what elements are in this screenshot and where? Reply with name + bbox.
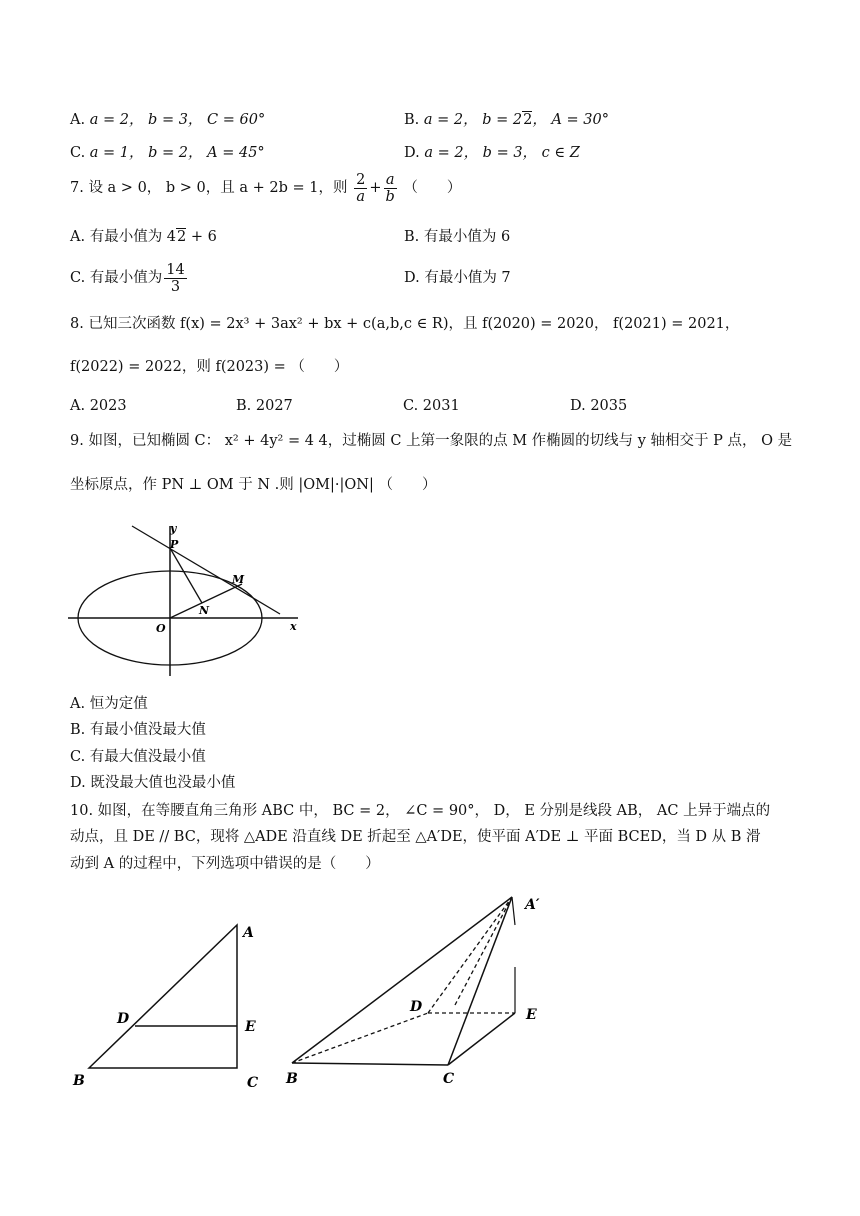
fig1-label-c: C <box>247 1075 259 1091</box>
q9-stem-line2: 坐标原点，作 PN ⊥ OM 于 N .则 |OM|·|ON| （ ） <box>70 477 437 493</box>
fig2-label-d: D <box>410 999 423 1015</box>
fig1-label-e: E <box>245 1019 256 1035</box>
q6-option-d: D. a = 2， b = 3， c ∈ Z <box>404 145 580 161</box>
fig1-label-b: B <box>73 1073 85 1089</box>
fig1-label-d: D <box>117 1011 130 1027</box>
q9-option-b: B. 有最小值没最大值 <box>70 722 206 738</box>
q6-option-a: A. a = 2， b = 3， C = 60° <box>70 112 266 128</box>
q9-ellipse-figure <box>60 518 320 683</box>
triangle-abc <box>89 925 237 1068</box>
q10-triangle-figure <box>65 915 275 1095</box>
fig2-label-c: C <box>443 1071 455 1087</box>
q9-stem-line1: 9. 如图，已知椭圆 C： x² + 4y² = 4 4，过椭圆 C 上第一象限的点 M 作椭圆的切线与 y 轴相交于 P 点， O 是 <box>70 433 793 449</box>
q8-stem-line2: f(2022) = 2022，则 f(2023) = （ ） <box>70 359 349 375</box>
segment-pn <box>170 548 202 603</box>
q7-option-a: A. 有最小值为 42 + 6 <box>70 229 217 245</box>
label-x: x <box>290 620 297 633</box>
q10-folded-figure <box>280 885 560 1090</box>
q10-stem-line2: 动点，且 DE // BC，现将 △ADE 沿直线 DE 折起至 △A′DE，使平面 A′DE ⊥ 平面 BCED，当 D 从 B 滑 <box>70 829 761 845</box>
fig2-label-e: E <box>526 1007 537 1023</box>
label-y: y <box>170 522 177 535</box>
label-p: P <box>170 538 179 551</box>
fig1-label-a: A <box>243 925 254 941</box>
label-n: N <box>199 604 210 617</box>
q9-option-a: A. 恒为定值 <box>70 696 148 712</box>
q8-stem-line1: 8. 已知三次函数 f(x) = 2x³ + 3ax² + bx + c(a,b,c ∈ R)，且 f(2020) = 2020， f(2021) = 2021， <box>70 316 740 332</box>
label-o: O <box>156 622 166 635</box>
fig2-label-b: B <box>286 1071 298 1087</box>
q9-option-d: D. 既没最大值也没最小值 <box>70 775 236 791</box>
q8-option-a: A. 2023 <box>70 398 127 414</box>
q6-option-b: B. a = 2， b = 22， A = 30° <box>404 112 609 128</box>
q7-option-d: D. 有最小值为 7 <box>404 270 511 286</box>
q7-option-b: B. 有最小值为 6 <box>404 229 511 245</box>
q8-option-d: D. 2035 <box>570 398 628 414</box>
q10-stem-line3: 动到 A 的过程中，下列选项中错误的是（ ） <box>70 856 380 872</box>
q6-option-c: C. a = 1， b = 2， A = 45° <box>70 145 265 161</box>
q8-option-b: B. 2027 <box>236 398 293 414</box>
q7-stem: 7. 设 a > 0， b > 0，且 a + 2b = 1，则 $\frac{2}{a}$ + $\frac{a}{b}$ （ ） <box>70 171 462 205</box>
q8-option-c: C. 2031 <box>403 398 460 414</box>
q10-stem-line1: 10. 如图，在等腰直角三角形 ABC 中， BC = 2， ∠C = 90°， D， E 分别是线段 AB， AC 上异于端点的 <box>70 803 771 819</box>
fig2-label-a-prime: A′ <box>525 897 540 913</box>
label-m: M <box>232 573 245 586</box>
q9-option-c: C. 有最大值没最小值 <box>70 749 206 765</box>
q7-option-c: C. 有最小值为 $\frac{14}{3}$ <box>70 261 185 295</box>
